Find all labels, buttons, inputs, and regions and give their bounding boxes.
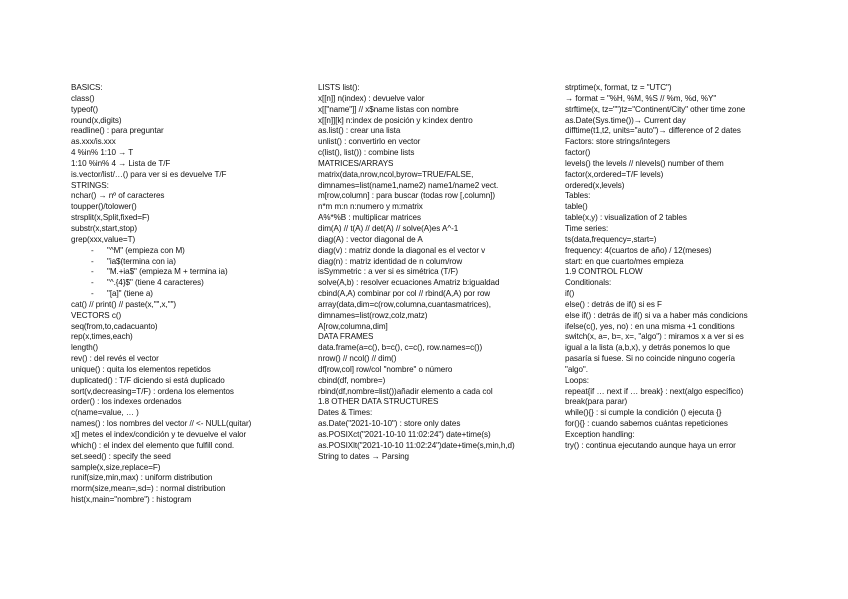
col3-line-20: else() : detrás de if() si es F (565, 299, 662, 309)
col2-line-11: n*m m:n n:numero y m:matrix (318, 202, 423, 212)
col1-line-0: BASICS: (71, 83, 103, 92)
pattern-example: "[a]" (tiene a) (107, 289, 153, 299)
col1-line-31: names() : los nombres del vector // <- NULL(quitar) (71, 419, 252, 429)
col3-line-18: Conditionals: (565, 278, 612, 288)
col2-line-7: MATRICES/ARRAYS (318, 158, 394, 168)
col3-line-14: ts(data,frequency=,start=) (565, 234, 657, 244)
col2-line-32: as.POSIXct("2021-10-10 11:02:24") date+time(s) (318, 430, 491, 439)
col3-line-24: igual a la lista (a,b,x), y detrás ponemos lo que (565, 343, 730, 353)
col1-line-27: duplicated() : T/F diciendo si está duplicado (71, 375, 225, 385)
col3-line-21: else if() : detrás de if() si va a haber más condicions (565, 310, 748, 320)
col1-line-9: STRINGS: (71, 180, 109, 190)
col2-line-30: Dates & Times: (318, 408, 373, 418)
col1-line-2: typeof() (71, 104, 99, 114)
col2-line-19: cbind(A,A) combinar por col // rbind(A,A) por row (318, 289, 491, 299)
bullet-dash: - (91, 289, 94, 299)
col1-line-37: rnorm(size,mean=,sd=) : normal distribution (71, 484, 226, 494)
pattern-example: "^.{4}$" (tiene 4 caracteres) (107, 278, 204, 288)
col2-line-22: A[row,columna,dim] (318, 321, 388, 331)
col3-line-1: → format = "%H, %M, %S // %m, %d, %Y" (565, 93, 717, 103)
column-right (565, 83, 815, 452)
col2-line-1: x[[n]] n(index) : devuelve valor (318, 93, 425, 103)
col2-line-5: unlist() : convertirlo en vector (318, 137, 421, 147)
col3-line-26: "algo". (565, 364, 588, 374)
col1-line-1: class() (71, 93, 95, 103)
col3-line-27: Loops: (565, 375, 590, 385)
bullet-dash: - (91, 278, 94, 288)
col2-line-4: as.list() : crear una lista (318, 126, 401, 136)
col1-line-19 (71, 289, 309, 300)
col2-line-3: x[[n]][k] n:index de posición y k:index dentro (318, 115, 473, 125)
col1-line-30: c(name=value, … ) (71, 408, 139, 418)
col3-line-6: factor() (565, 148, 591, 158)
col2-line-25: nrow() // ncol() // dim() (318, 354, 397, 364)
col3-line-2: strftime(x, tz="")tz="Continent/City" other time zone (565, 104, 746, 114)
col2-line-24: data.frame(a=c(), b=c(), c=c(), row.names=c()) (318, 343, 483, 353)
col1-line-7: 1:10 %in% 4 → Lista de T/F (71, 158, 171, 168)
col2-line-10: m[row,column] : para buscar (todas row [,column]) (318, 191, 496, 201)
col1-line-5: as.xxx/is.xxx (71, 137, 116, 147)
col2-line-16: diag(n) : matriz identidad de n colum/row (318, 256, 463, 266)
col3-line-22: ifelse(c(), yes, no) : en una misma +1 conditions (565, 321, 735, 331)
col3-line-10: Tables: (565, 191, 591, 201)
col1-line-26: unique() : quita los elementos repetidos (71, 364, 211, 374)
column-left (71, 83, 309, 506)
col3-line-3: as.Date(Sys.time())→ Current day (565, 115, 686, 125)
col2-line-0: LISTS list(): (318, 83, 360, 92)
col2-line-27: cbind(df, nombre=) (318, 375, 386, 385)
col2-line-17: isSymmetric : a ver si es simétrica (T/F) (318, 267, 459, 277)
col1-line-29: order() : los indexes ordenados (71, 397, 182, 407)
col1-line-17 (71, 267, 309, 278)
col3-line-33: try() : continua ejecutando aunque haya un error (565, 440, 736, 450)
col1-line-22: seq(from,to,cadacuanto) (71, 321, 158, 331)
bullet-dash: - (91, 267, 94, 277)
col1-line-20: cat() // print() // paste(x,"",x,"") (71, 299, 177, 309)
col1-line-11: toupper()/tolower() (71, 202, 137, 212)
col2-line-33: as.POSIXlt("2021-10-10 11:02:24")date+time(s,min,h,d) (318, 440, 515, 450)
col1-line-18 (71, 278, 309, 289)
col3-line-0: strptime(x, format, tz = "UTC") (565, 83, 672, 92)
col2-line-2: x[["name"]] // x$name listas con nombre (318, 104, 459, 114)
col3-line-28: repeat{if … next if … break} : next(algo específico) (565, 386, 744, 396)
col2-line-31: as.Date("2021-10-10") : store only dates (318, 419, 461, 429)
col1-line-8: is.vector/list/…() para ver si es devuelve T/F (71, 169, 227, 179)
col3-line-12: table(x,y) : visualization of 2 tables (565, 213, 687, 223)
col1-line-16 (71, 257, 309, 268)
col1-line-33: which() : el index del elemento que fulfill cond. (71, 440, 235, 450)
pattern-example: "ia$(termina con ia) (107, 256, 176, 266)
pattern-example: "M.+ia$" (empieza M + termina ia) (107, 267, 228, 277)
col3-line-7: levels() the levels // nlevels() number of them (565, 158, 724, 168)
col1-line-25: rev() : del revés el vector (71, 354, 159, 364)
col3-line-9: ordered(x,levels) (565, 180, 625, 190)
col3-line-19: if() (565, 289, 575, 299)
col3-line-29: break(para parar) (565, 397, 628, 407)
col1-line-3: round(x,digits) (71, 115, 122, 125)
bullet-dash: - (91, 256, 94, 266)
col1-line-38: hist(x,main="nombre") : histogram (71, 495, 192, 505)
column-middle (318, 83, 560, 463)
col2-line-20: array(data,dim=c(row,columna,cuantasmatrices), (318, 299, 491, 309)
col2-line-14: diag(A) : vector diagonal de A (318, 234, 423, 244)
col3-line-32: Exception handling: (565, 430, 635, 439)
col2-line-29: 1.8 OTHER DATA STRUCTURES (318, 397, 439, 407)
col1-line-21: VECTORS c() (71, 310, 122, 320)
col1-line-14: grep(xxx,value=T) (71, 234, 136, 244)
col2-line-12: A%*%B : multiplicar matrices (318, 213, 421, 223)
col2-line-18: solve(A,b) : resolver ecuaciones Amatriz b:igualdad (318, 278, 500, 288)
col1-line-36: runif(size,min,max) : uniform distribution (71, 473, 213, 483)
col3-line-11: table() (565, 202, 588, 212)
col1-line-6: 4 %in% 1:10 → T (71, 148, 134, 158)
col1-line-13: substr(x,start,stop) (71, 223, 138, 233)
bullet-dash: - (91, 245, 94, 255)
col2-line-9: dimnames=list(name1,name2) name1/name2 vect. (318, 180, 499, 190)
col3-line-8: factor(x,ordered=T/F levels) (565, 169, 664, 179)
col2-line-15: diag(v) : matriz donde la diagonal es el vector v (318, 245, 486, 255)
pattern-example: "^M" (empieza con M) (107, 245, 185, 255)
col3-line-13: Time series: (565, 223, 609, 233)
col2-line-34: String to dates → Parsing (318, 451, 409, 461)
col1-line-32: x[] metes el index/condición y te devuelve el valor (71, 430, 247, 439)
col1-line-23: rep(x,times,each) (71, 332, 133, 342)
col1-line-4: readline() : para preguntar (71, 126, 164, 136)
col3-line-30: while(){} : si cumple la condición () ejecuta {} (565, 408, 722, 418)
col3-line-5: Factors: store strings/integers (565, 137, 671, 147)
col3-line-4: difftime(t1,t2, units="auto")→ difference of 2 dates (565, 126, 741, 136)
col2-line-13: dim(A) // t(A) // det(A) // solve(A)es A^-1 (318, 223, 459, 233)
col1-line-34: set.seed() : specify the seed (71, 451, 171, 461)
col2-line-21: dimnames=list(rowz,colz,matz) (318, 310, 428, 320)
col1-line-35: sample(x,size,replace=F) (71, 462, 161, 472)
col2-line-26: df[row,col] row/col "nombre" o número (318, 364, 453, 374)
col2-line-23: DATA FRAMES (318, 332, 374, 342)
col3-line-31: for(){} : cuando sabemos cuántas repeticiones (565, 419, 728, 429)
col2-line-8: matrix(data,nrow,ncol,byrow=TRUE/FALSE, (318, 169, 474, 179)
col3-line-16: start: en que cuarto/mes empieza (565, 256, 684, 266)
col1-line-15 (71, 246, 309, 257)
col2-line-28: rbind(df,nombre=list())añadir elemento a cada col (318, 386, 493, 396)
col1-line-12: strsplit(x,Split,fixed=F) (71, 213, 150, 223)
col3-line-17: 1.9 CONTROL FLOW (565, 267, 643, 277)
col1-line-10: nchar() → nº of caracteres (71, 191, 165, 201)
col1-line-24: length() (71, 343, 99, 353)
col3-line-23: switch(x, a=, b=, x=, "algo") : miramos x a ver si es (565, 332, 744, 342)
col1-line-28: sort(v,decreasing=T/F) : ordena los elementos (71, 386, 234, 396)
col2-line-6: c(list(), list()) : combine lists (318, 148, 415, 158)
col3-line-15: frequency: 4(cuartos de año) / 12(meses) (565, 245, 712, 255)
col3-line-25: pasaría si fuese. Si no coincide ninguno cogería (565, 354, 735, 364)
